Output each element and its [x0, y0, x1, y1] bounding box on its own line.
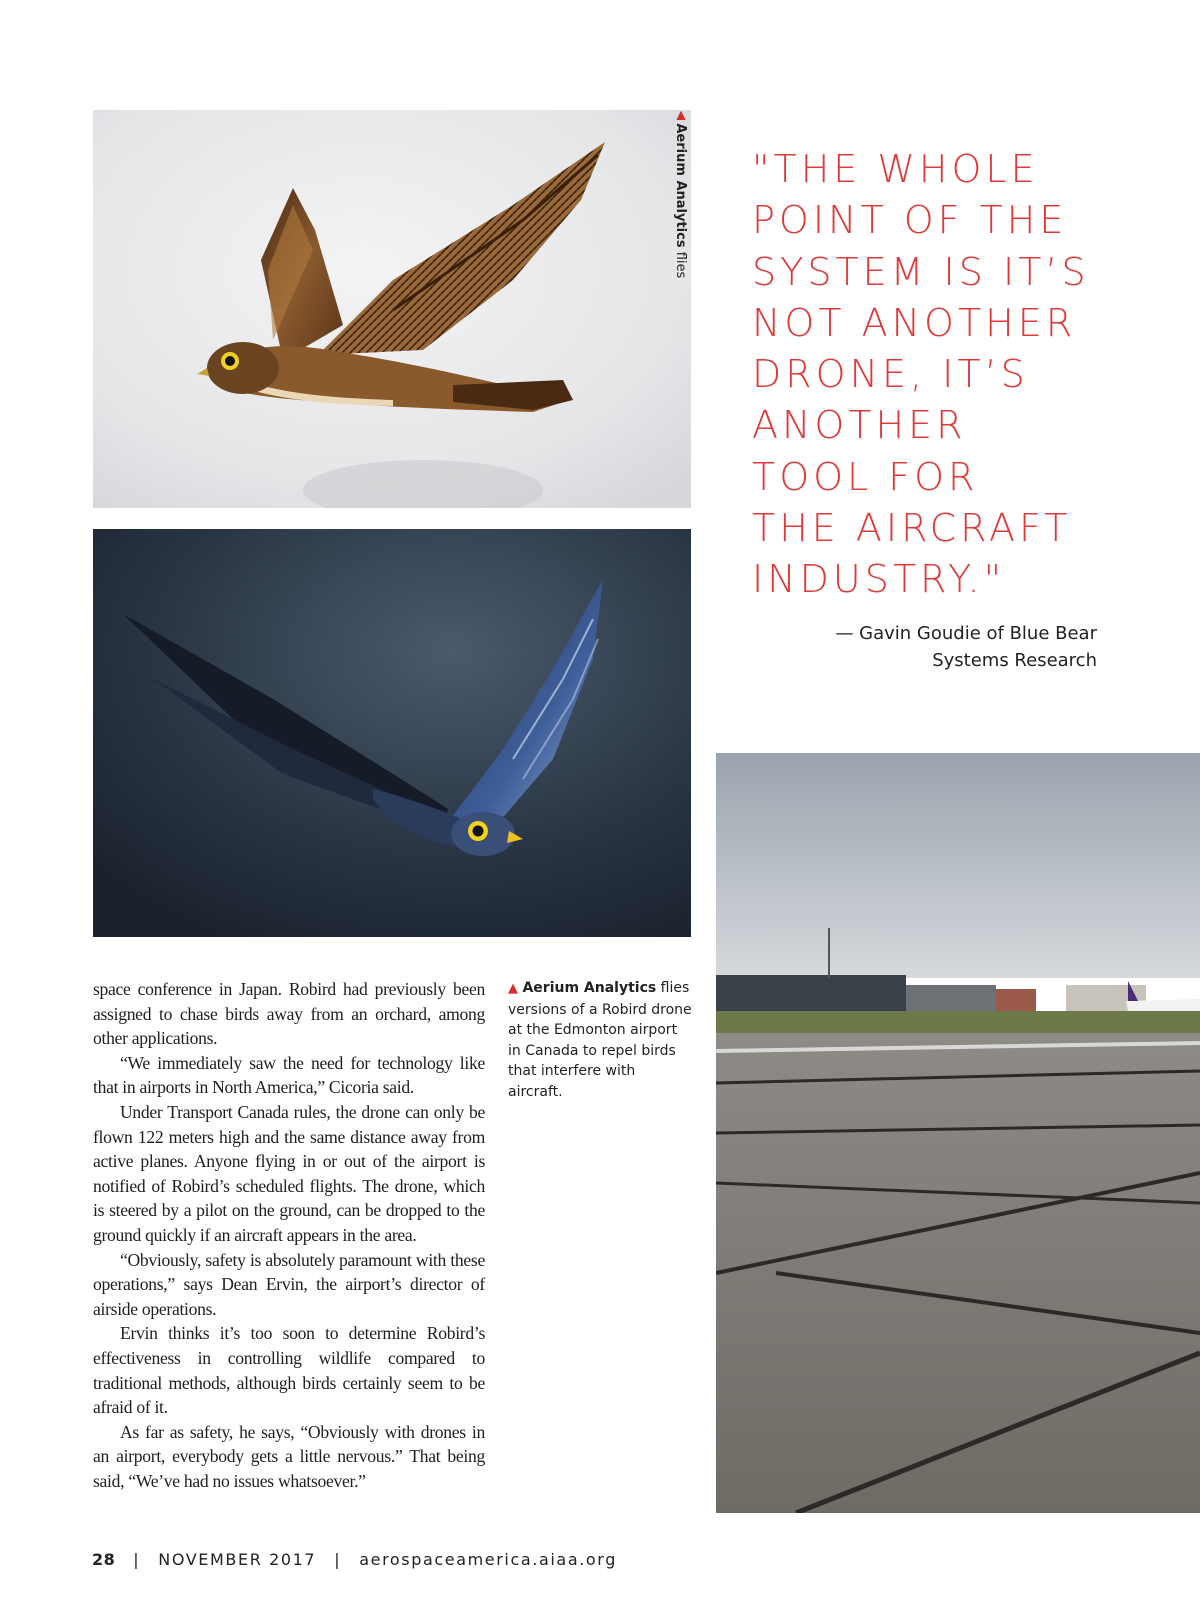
pull-quote-line: POINT OF THE	[752, 198, 1068, 243]
article-paragraph: space conference in Japan. Robird had previously been assigned to chase birds away from an orchard, among other applications.	[93, 979, 485, 1049]
footer-separator: |	[133, 1550, 141, 1569]
caption-name: Aerium Analytics	[522, 980, 657, 996]
pull-quote-line: ANOTHER	[752, 403, 967, 448]
photo-caption	[508, 978, 693, 1102]
pull-quote-line: TOOL FOR	[752, 454, 979, 499]
page-number: 28	[92, 1550, 116, 1569]
pull-quote-line: SYSTEM IS IT’S	[752, 249, 1090, 294]
attribution-line: Systems Research	[932, 650, 1097, 671]
photo-credit-name: Aerium Analytics	[673, 123, 688, 248]
page-footer	[92, 1550, 617, 1569]
article-paragraph: Under Transport Canada rules, the drone can only be flown 122 meters high and the same distance away from active planes. Anyone flying in or out of the airport is notified of Robird’s scheduled flights. The drone, which is steered by a pilot on the ground, can be dropped to the ground quickly if an aircraft appears in the area.	[93, 1101, 485, 1245]
article-paragraph: Ervin thinks it’s too soon to determine Robird’s effectiveness in controlling wildlife compared to traditional methods, although birds certainly seem to be afraid of it.	[93, 1323, 485, 1418]
article-body	[93, 977, 485, 1493]
pull-quote-line: THE AIRCRAFT	[752, 506, 1072, 551]
pull-quote-line: NOT ANOTHER	[752, 300, 1077, 345]
attribution-line: — Gavin Goudie of Blue Bear	[835, 623, 1097, 644]
pull-quote-attribution	[800, 620, 1097, 674]
article-paragraph: As far as safety, he says, “Obviously with drones in an airport, everybody gets a little nervous.” That being said, “We’ve had no issues whatsoever.”	[93, 1421, 485, 1491]
photo-credit-vertical	[673, 107, 688, 279]
caption-text: flies versions of a Robird drone at the Edmonton airport in Canada to repel birds that interfere with aircraft.	[508, 980, 692, 1100]
issue-date: NOVEMBER 2017	[158, 1550, 317, 1569]
triangle-marker-icon: ▲	[676, 107, 686, 122]
photo-credit-rest: flies	[673, 247, 688, 279]
footer-separator: |	[334, 1550, 342, 1569]
airport-tarmac-photo	[716, 753, 1200, 1513]
article-paragraph: “Obviously, safety is absolutely paramount with these operations,” says Dean Ervin, the airport’s director of airside operations.	[93, 1249, 485, 1319]
pull-quote	[752, 144, 1192, 606]
pull-quote-line: INDUSTRY."	[752, 557, 1006, 602]
falcon-drone-brown-photo	[93, 107, 691, 508]
pull-quote-line: "THE WHOLE	[752, 147, 1039, 191]
website-link[interactable]: aerospaceamerica.aiaa.org	[359, 1550, 617, 1569]
triangle-marker-icon: ▲	[508, 981, 518, 996]
article-paragraph: “We immediately saw the need for technology like that in airports in North America,” Cicoria said.	[93, 1052, 485, 1098]
falcon-drone-blue-photo	[93, 529, 691, 937]
pull-quote-line: DRONE, IT’S	[752, 352, 1029, 397]
